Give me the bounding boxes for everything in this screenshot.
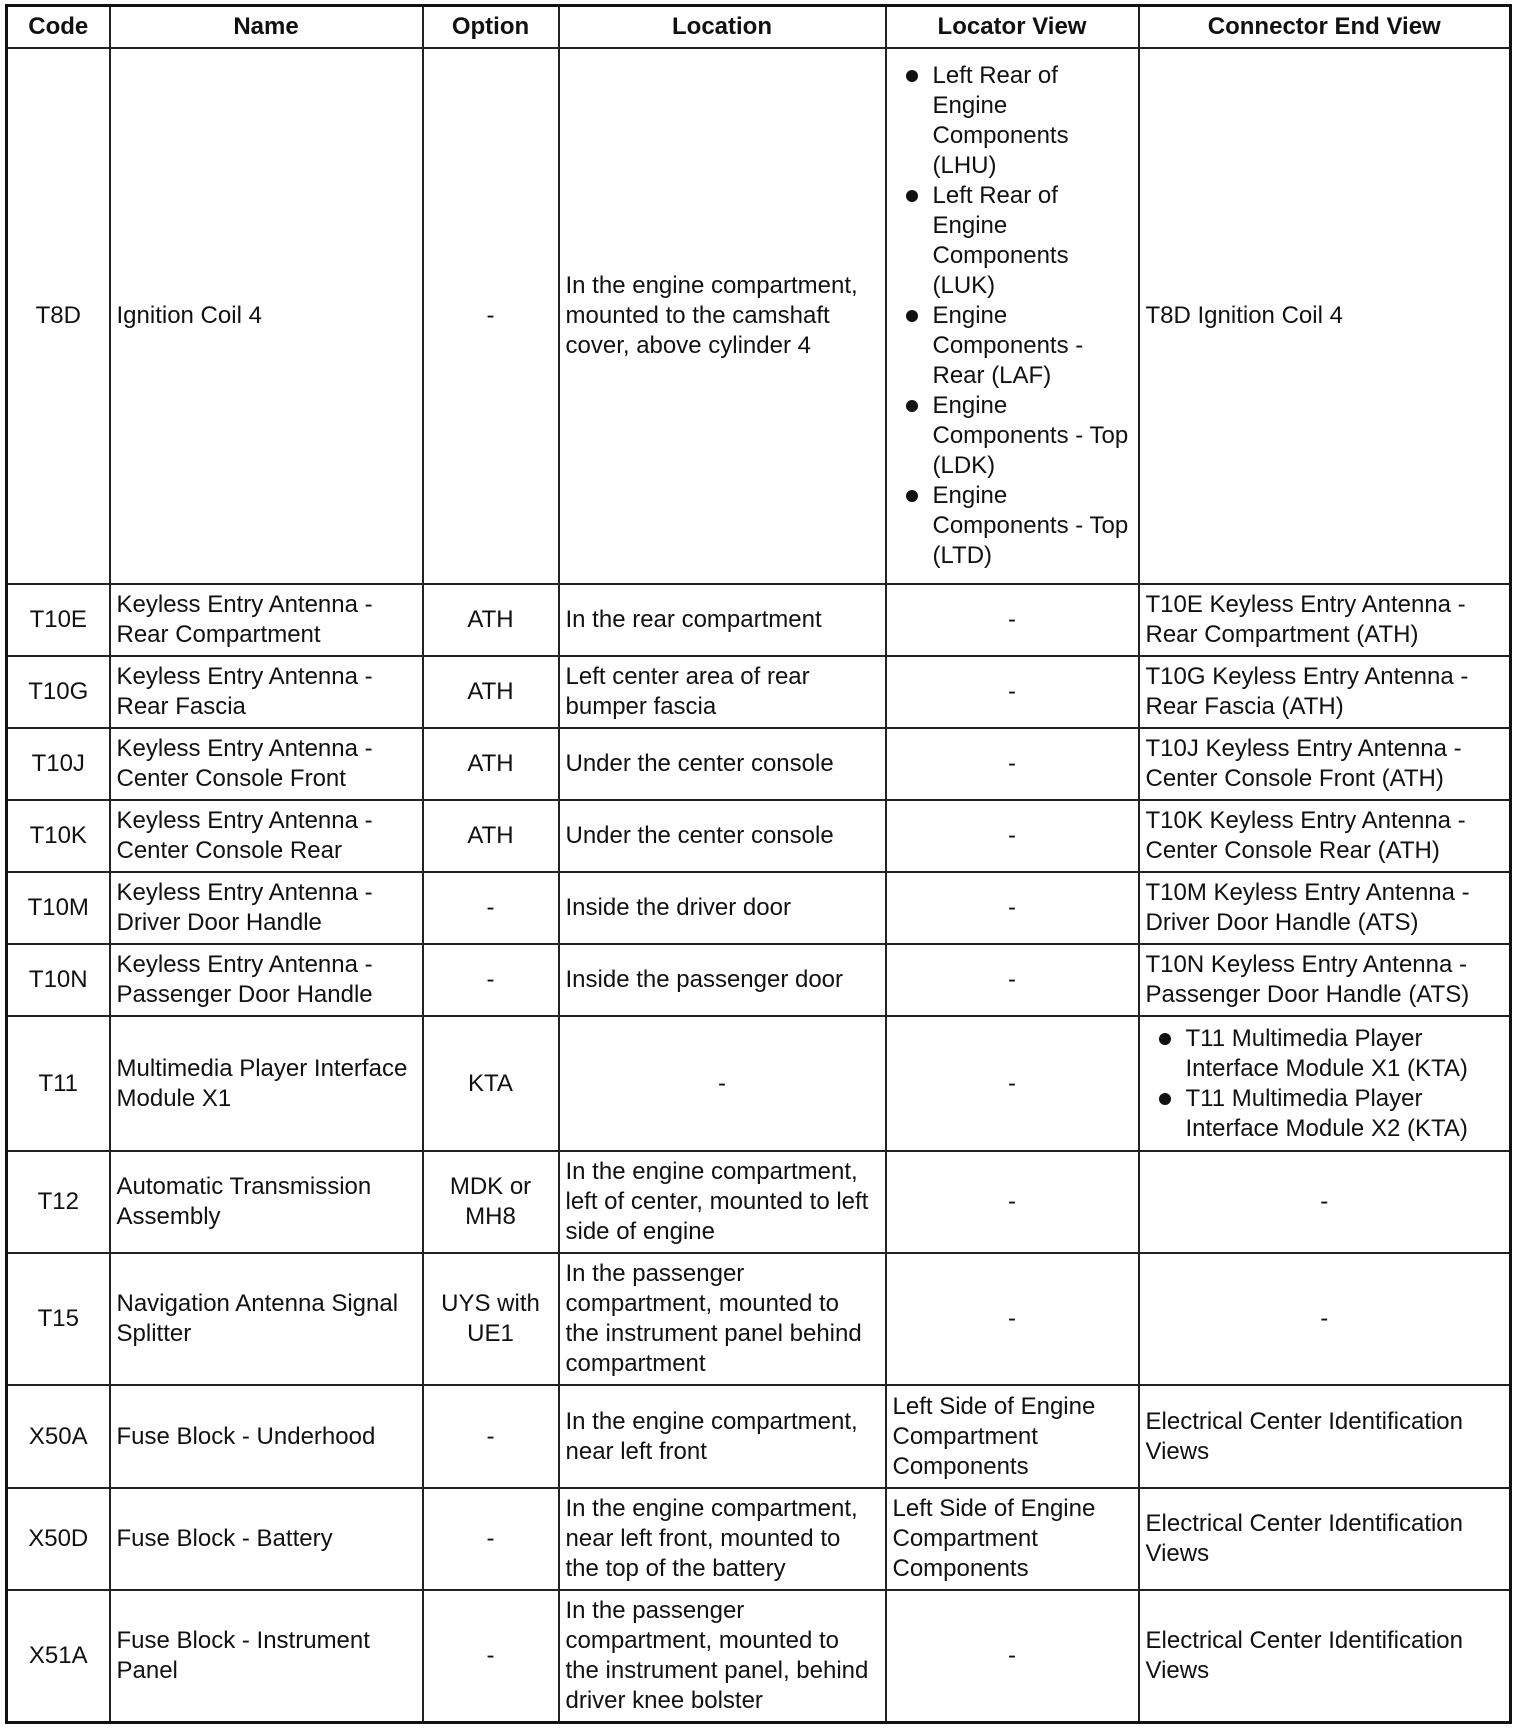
header-connector-end-view: Connector End View — [1139, 6, 1511, 49]
table-row — [7, 1385, 1511, 1488]
cell-location: In the engine compartment, left of center, mounted to left side of engine — [559, 1151, 886, 1253]
cell-connector-end-view[interactable]: Electrical Center Identification Views — [1139, 1488, 1511, 1590]
cell-option: - — [423, 1385, 559, 1488]
cell-option: KTA — [423, 1016, 559, 1151]
cell-code: X50D — [7, 1488, 110, 1590]
cell-location: In the rear compartment — [559, 584, 886, 656]
locator-link[interactable]: Engine Components - Top (LTD) — [893, 481, 1132, 571]
cell-connector-end-view: - — [1139, 1151, 1511, 1253]
connector-link[interactable]: T11 Multimedia Player Interface Module X1 (KTA) — [1146, 1024, 1504, 1084]
header-name: Name — [110, 6, 423, 49]
cell-locator-view: - — [886, 656, 1139, 728]
cell-connector-end-view[interactable]: T10G Keyless Entry Antenna - Rear Fascia (ATH) — [1139, 656, 1511, 728]
cell-code: T10K — [7, 800, 110, 872]
locator-link[interactable]: Engine Components - Top (LDK) — [893, 391, 1132, 481]
cell-option: ATH — [423, 728, 559, 800]
cell-location: In the engine compartment, mounted to the camshaft cover, above cylinder 4 — [559, 48, 886, 584]
cell-option: ATH — [423, 584, 559, 656]
cell-locator-view: - — [886, 872, 1139, 944]
header-location: Location — [559, 6, 886, 49]
cell-location: Under the center console — [559, 728, 886, 800]
cell-locator-view[interactable]: Left Side of Engine Compartment Components — [886, 1488, 1139, 1590]
cell-connector-end-view: - — [1139, 1253, 1511, 1385]
cell-connector-end-view[interactable]: Electrical Center Identification Views — [1139, 1590, 1511, 1722]
cell-location: Inside the driver door — [559, 872, 886, 944]
locator-list — [893, 61, 1132, 571]
table-row — [7, 1151, 1511, 1253]
cell-location: In the engine compartment, near left front, mounted to the top of the battery — [559, 1488, 886, 1590]
cell-option: - — [423, 48, 559, 584]
cell-name: Fuse Block - Underhood — [110, 1385, 423, 1488]
cell-code: T8D — [7, 48, 110, 584]
cell-name: Keyless Entry Antenna - Center Console Rear — [110, 800, 423, 872]
cell-connector-end-view[interactable]: T10E Keyless Entry Antenna - Rear Compartment (ATH) — [1139, 584, 1511, 656]
cell-name: Multimedia Player Interface Module X1 — [110, 1016, 423, 1151]
table-row — [7, 1016, 1511, 1151]
cell-code: T10M — [7, 872, 110, 944]
cell-name: Ignition Coil 4 — [110, 48, 423, 584]
cell-option: ATH — [423, 800, 559, 872]
table-row — [7, 872, 1511, 944]
cell-code: X51A — [7, 1590, 110, 1722]
connector-list — [1146, 1024, 1504, 1144]
header-option: Option — [423, 6, 559, 49]
cell-location: Inside the passenger door — [559, 944, 886, 1016]
cell-locator-view: - — [886, 728, 1139, 800]
cell-connector-end-view[interactable]: T10K Keyless Entry Antenna - Center Console Rear (ATH) — [1139, 800, 1511, 872]
cell-code: T12 — [7, 1151, 110, 1253]
cell-locator-view: - — [886, 584, 1139, 656]
cell-location: Left center area of rear bumper fascia — [559, 656, 886, 728]
locator-link[interactable]: Engine Components - Rear (LAF) — [893, 301, 1132, 391]
cell-location: In the passenger compartment, mounted to the instrument panel behind compartment — [559, 1253, 886, 1385]
cell-connector-end-view — [1139, 1016, 1511, 1151]
table-row — [7, 48, 1511, 584]
cell-locator-view: - — [886, 944, 1139, 1016]
component-locator-table — [5, 4, 1512, 1724]
cell-locator-view: - — [886, 1151, 1139, 1253]
cell-name: Keyless Entry Antenna - Driver Door Handle — [110, 872, 423, 944]
cell-locator-view: - — [886, 800, 1139, 872]
cell-option: - — [423, 1590, 559, 1722]
locator-link[interactable]: Left Rear of Engine Components (LHU) — [893, 61, 1132, 181]
cell-option: UYS with UE1 — [423, 1253, 559, 1385]
cell-name: Navigation Antenna Signal Splitter — [110, 1253, 423, 1385]
cell-locator-view: - — [886, 1253, 1139, 1385]
component-locator-table-sheet — [5, 4, 1509, 1724]
table-row — [7, 944, 1511, 1016]
table-row — [7, 656, 1511, 728]
cell-code: T10J — [7, 728, 110, 800]
cell-code: T15 — [7, 1253, 110, 1385]
cell-name: Keyless Entry Antenna - Passenger Door Handle — [110, 944, 423, 1016]
cell-connector-end-view[interactable]: Electrical Center Identification Views — [1139, 1385, 1511, 1488]
cell-name: Automatic Transmission Assembly — [110, 1151, 423, 1253]
connector-link[interactable]: T11 Multimedia Player Interface Module X2 (KTA) — [1146, 1084, 1504, 1144]
cell-location: In the engine compartment, near left front — [559, 1385, 886, 1488]
cell-option: MDK or MH8 — [423, 1151, 559, 1253]
table-row — [7, 1253, 1511, 1385]
cell-locator-view — [886, 48, 1139, 584]
table-row — [7, 800, 1511, 872]
table-row — [7, 1488, 1511, 1590]
locator-link[interactable]: Left Rear of Engine Components (LUK) — [893, 181, 1132, 301]
cell-name: Fuse Block - Battery — [110, 1488, 423, 1590]
header-row — [7, 6, 1511, 49]
cell-option: - — [423, 872, 559, 944]
cell-name: Keyless Entry Antenna - Rear Compartment — [110, 584, 423, 656]
cell-name: Fuse Block - Instrument Panel — [110, 1590, 423, 1722]
cell-connector-end-view[interactable]: T10N Keyless Entry Antenna - Passenger Door Handle (ATS) — [1139, 944, 1511, 1016]
cell-location: - — [559, 1016, 886, 1151]
cell-locator-view[interactable]: Left Side of Engine Compartment Components — [886, 1385, 1139, 1488]
cell-option: - — [423, 1488, 559, 1590]
cell-locator-view: - — [886, 1016, 1139, 1151]
cell-connector-end-view[interactable]: T8D Ignition Coil 4 — [1139, 48, 1511, 584]
cell-option: - — [423, 944, 559, 1016]
cell-code: T10N — [7, 944, 110, 1016]
table-row — [7, 1590, 1511, 1722]
cell-location: In the passenger compartment, mounted to the instrument panel, behind driver knee bolster — [559, 1590, 886, 1722]
cell-code: T11 — [7, 1016, 110, 1151]
header-locator-view: Locator View — [886, 6, 1139, 49]
table-row — [7, 728, 1511, 800]
cell-code: X50A — [7, 1385, 110, 1488]
cell-code: T10G — [7, 656, 110, 728]
cell-location: Under the center console — [559, 800, 886, 872]
cell-connector-end-view[interactable]: T10M Keyless Entry Antenna - Driver Door Handle (ATS) — [1139, 872, 1511, 944]
cell-code: T10E — [7, 584, 110, 656]
header-code: Code — [7, 6, 110, 49]
cell-locator-view: - — [886, 1590, 1139, 1722]
cell-connector-end-view[interactable]: T10J Keyless Entry Antenna - Center Console Front (ATH) — [1139, 728, 1511, 800]
cell-option: ATH — [423, 656, 559, 728]
cell-name: Keyless Entry Antenna - Rear Fascia — [110, 656, 423, 728]
cell-name: Keyless Entry Antenna - Center Console Front — [110, 728, 423, 800]
table-row — [7, 584, 1511, 656]
